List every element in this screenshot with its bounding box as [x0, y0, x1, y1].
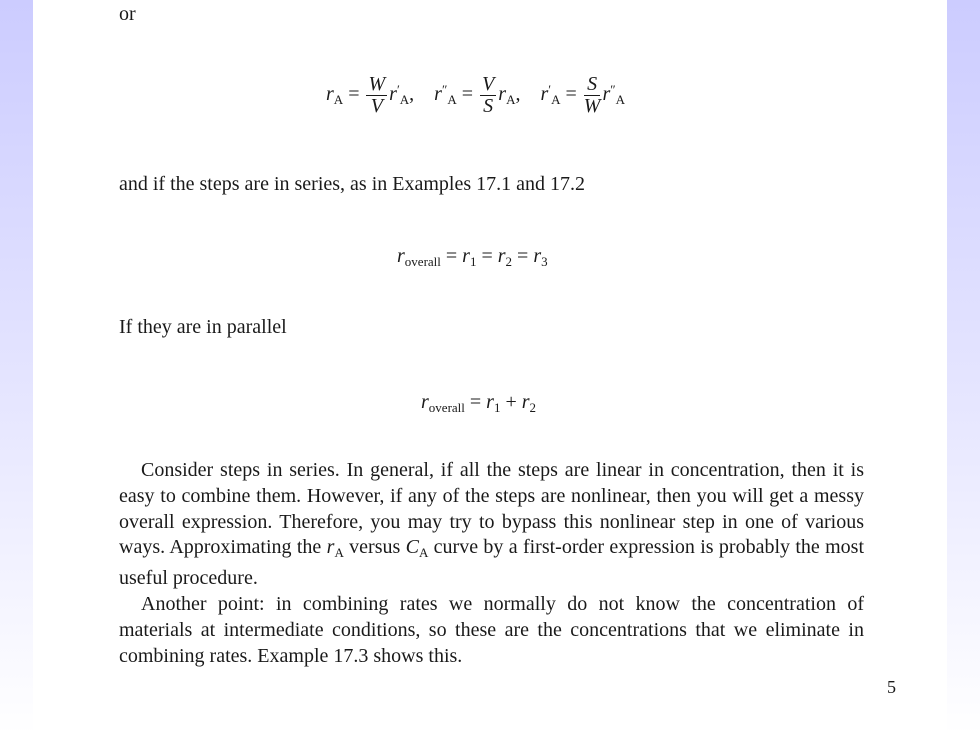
text-series-intro: and if the steps are in series, as in Examples 17.1 and 17.2: [119, 173, 585, 195]
fraction-v-over-s: [480, 74, 496, 117]
eq-plus: +: [505, 391, 517, 413]
eq-equals: =: [445, 245, 458, 267]
eq-sub: A: [399, 92, 410, 108]
eq-sub: 3: [541, 254, 548, 269]
eq-sub: 2: [505, 254, 513, 269]
eq-sub: A: [506, 92, 516, 108]
paragraph-1-text: versus: [343, 536, 406, 559]
equation-rate-relations: [326, 74, 625, 117]
eq-sub-overall: overall: [428, 400, 465, 415]
eq-comma: ,: [515, 83, 521, 106]
eq-equals: =: [517, 245, 529, 267]
equation-series: [397, 245, 548, 270]
eq-dprime: ″: [610, 82, 616, 98]
eq-r: r: [421, 391, 429, 413]
fraction-s-over-w: [584, 74, 601, 117]
paragraph-2: Another point: in combining rates we normally do not know the concentration of materials at intermediate conditions, so these are the concentrations that we eliminate in combining rates. Example 17.3 shows this.: [119, 592, 864, 667]
eq-r: r: [389, 83, 397, 106]
eq-r: r: [540, 83, 549, 106]
frac-num: V: [482, 73, 495, 95]
eq-equals: =: [461, 83, 474, 106]
inline-c: C: [405, 536, 419, 559]
eq-r: r: [486, 391, 494, 413]
inline-sub: A: [334, 545, 344, 561]
eq-r: r: [497, 245, 506, 267]
eq-r: r: [498, 83, 507, 106]
frac-num: W: [368, 73, 386, 95]
fraction-w-over-v: [366, 74, 387, 117]
inline-r: r: [326, 536, 335, 559]
frac-den: W: [583, 95, 601, 117]
eq-equals: =: [565, 83, 577, 106]
eq-sub: 2: [529, 400, 537, 415]
paragraph-1-text: Consider steps in series. In general, if all the steps are linear in concentration, then it is easy to combine them. However, if any of the steps are nonlinear, then you will get a messy overall expression. Therefore, you may try to bypass this nonlinear step in one of various ways. Approximating the: [119, 459, 864, 559]
document-page: [33, 0, 947, 735]
eq-sub: A: [551, 92, 561, 108]
eq-comma: ,: [409, 83, 415, 106]
frac-num: S: [584, 74, 601, 96]
eq-r: r: [326, 83, 334, 106]
eq-prime: ′: [548, 82, 552, 98]
frac-den: V: [370, 95, 383, 117]
eq-r: r: [434, 83, 442, 106]
paragraph-1: [119, 458, 864, 592]
eq-r: r: [521, 391, 530, 413]
eq-r: r: [533, 245, 542, 267]
eq-equals: =: [469, 391, 482, 413]
equation-parallel: [421, 391, 536, 416]
page-number: 5: [887, 677, 896, 697]
eq-sub-overall: overall: [404, 254, 441, 269]
eq-r: r: [462, 245, 470, 267]
text-or: or: [119, 3, 136, 25]
eq-equals: =: [481, 245, 493, 267]
eq-sub: 1: [493, 400, 501, 415]
eq-sub: A: [447, 92, 457, 108]
eq-sub: A: [333, 92, 344, 108]
eq-prime: ′: [396, 82, 400, 98]
inline-sub: A: [418, 545, 429, 561]
eq-sub: A: [615, 92, 626, 108]
eq-r: r: [397, 245, 405, 267]
eq-sub: 1: [469, 254, 477, 269]
frac-den: S: [483, 95, 494, 117]
eq-dprime: ″: [441, 82, 448, 98]
eq-equals: =: [348, 83, 360, 106]
body-text: [119, 458, 864, 669]
text-parallel-intro: If they are in parallel: [119, 316, 287, 338]
eq-r: r: [602, 83, 611, 106]
paragraph-1-text: curve by a first-order expression is probably the most useful procedure.: [119, 536, 865, 590]
